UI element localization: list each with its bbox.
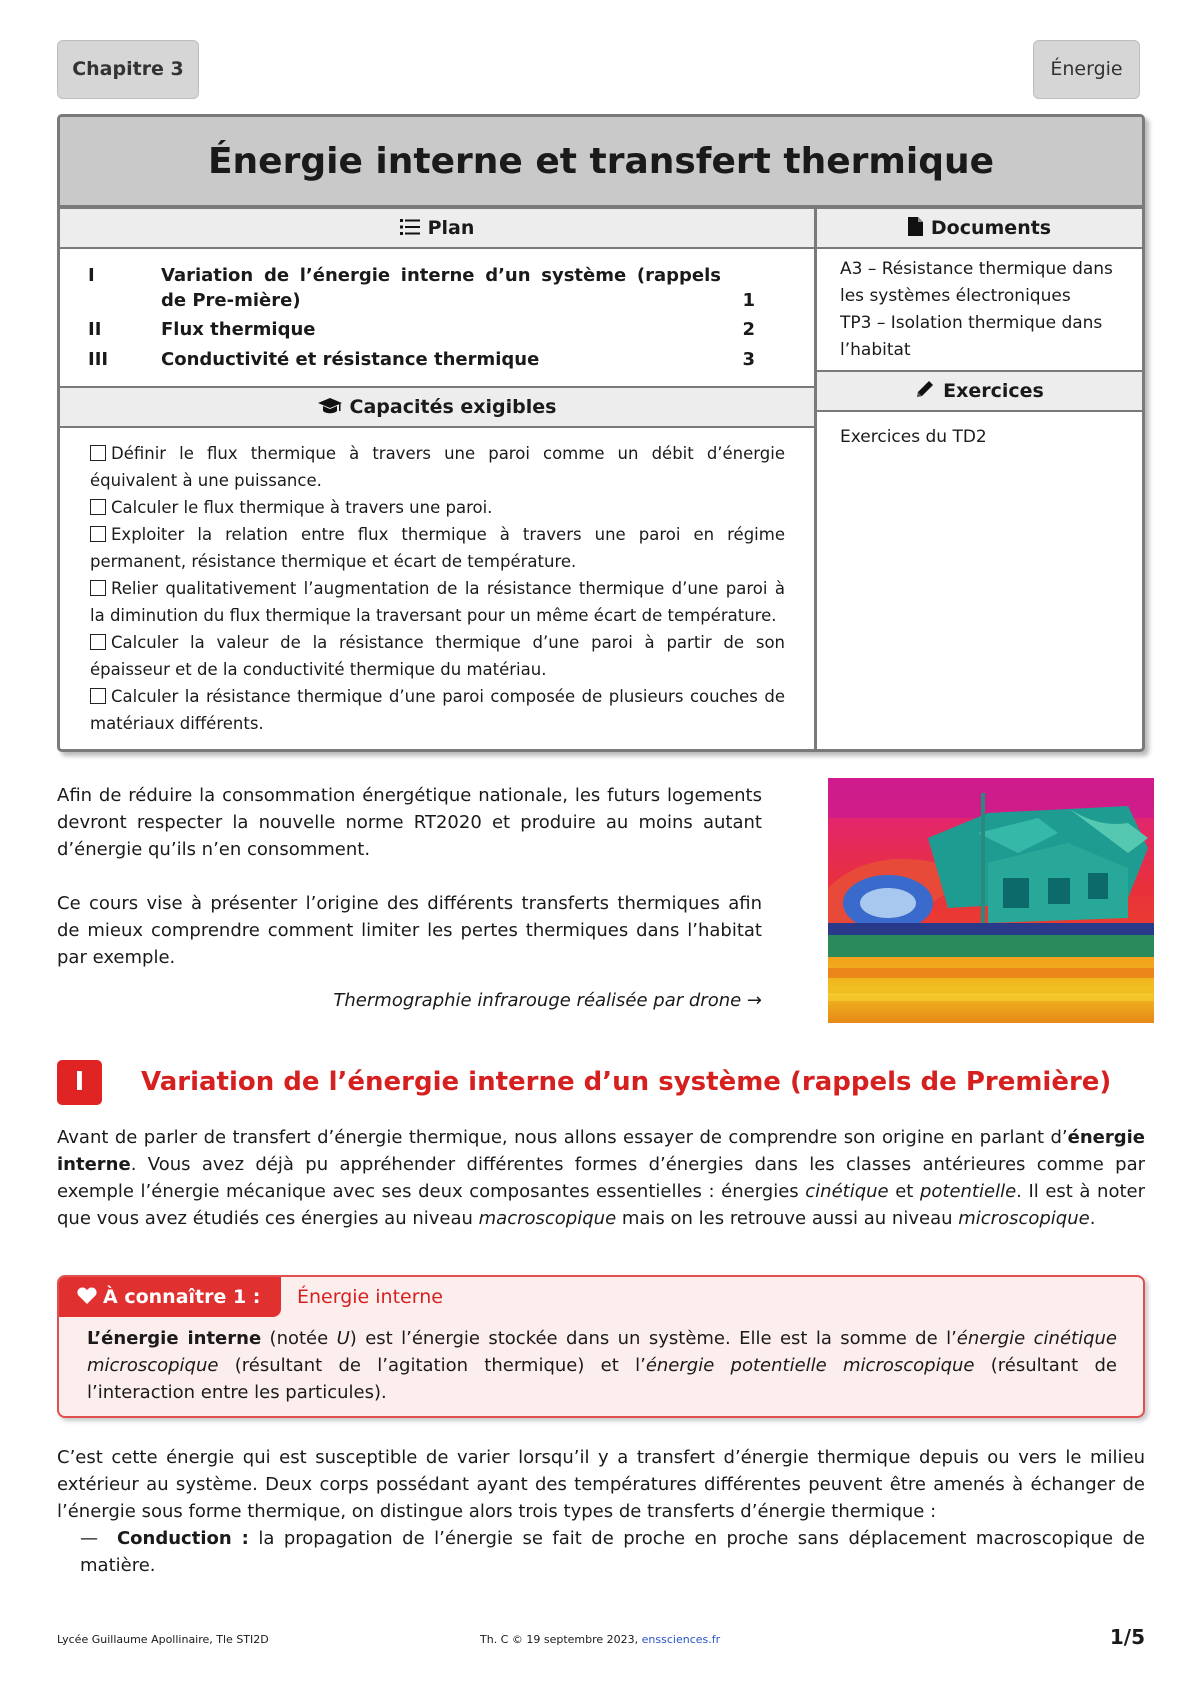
graduation-cap-icon <box>318 390 342 428</box>
subject-tag: Énergie <box>1033 40 1140 99</box>
plan-item-num: I <box>88 265 95 286</box>
checkbox-icon <box>90 445 106 461</box>
capacites-header <box>60 386 814 428</box>
checkbox-icon <box>90 688 106 704</box>
footer-credit: Th. C © 19 septembre 2023, enssciences.fr <box>480 1633 721 1646</box>
chapter-summary-box <box>57 114 1145 752</box>
plan-item-num: III <box>88 349 109 370</box>
definition-box-subtitle: Énergie interne <box>297 1286 443 1308</box>
plan-item-2 <box>60 317 814 344</box>
checkbox-icon <box>90 634 106 650</box>
transfer-paragraph: C’est cette énergie qui est susceptible de varier lorsqu’il y a transfert d’énergie thermique depuis ou vers le milieu extérieur au système. Deux corps possédant ayant des températures différentes peuvent être amenés à échanger de l’énergie sous forme thermique, on distingue alors trois types de transferts d’énergie thermique : <box>57 1447 1145 1522</box>
plan-label: Plan <box>427 217 475 239</box>
page-number: 1/5 <box>1109 1625 1145 1649</box>
file-icon <box>908 211 923 249</box>
document-item: A3 – Résistance thermique dans les systèmes électroniques <box>840 259 1113 306</box>
documents-list <box>840 256 1140 364</box>
bullet-conduction: — Conduction : la propagation de l’énergie se fait de proche en proche sans déplacement macroscopique de matière. <box>80 1528 1146 1576</box>
documents-header <box>817 207 1142 249</box>
capacite-item: Calculer la résistance thermique d’une paroi composée de plusieurs couches de matériaux différents. <box>90 687 785 733</box>
chapter-tag: Chapitre 3 <box>57 40 199 99</box>
checkbox-icon <box>90 580 106 596</box>
document-item: TP3 – Isolation thermique dans l’habitat <box>840 313 1103 360</box>
footer-link[interactable]: enssciences.fr <box>641 1633 721 1646</box>
image-caption: Thermographie infrarouge réalisée par drone → <box>333 990 762 1011</box>
section1-paragraph: Avant de parler de transfert d’énergie thermique, nous allons essayer de comprendre son origine en parlant d’énergie interne. Vous avez déjà pu appréhender différentes formes d’énergies dans les classes antérieures comme par exemple l’énergie mécanique avec ses deux composantes essentielles : énergies cinétique et potentielle. Il est à noter que vous avez étudiés ces énergies au niveau macroscopique mais on les retrouve aussi au niveau microscopique. <box>57 1127 1146 1229</box>
definition-text: L’énergie interne (notée U) est l’énergie stockée dans un système. Elle est la somme de l’énergie cinétique microscopique (résultant de l’agitation thermique) et l’énergie potentielle microscopique (résultant de l’interaction entre les particules). <box>87 1328 1118 1403</box>
intro-paragraph-1: Afin de réduire la consommation énergétique nationale, les futurs logements devront respecter la nouvelle norme RT2020 et produire au moins autant d’énergie qu’ils n’en consomment. <box>57 785 762 860</box>
definition-box-header: À connaître 1 : <box>59 1277 281 1317</box>
capacite-item: Relier qualitativement l’augmentation de la résistance thermique d’une paroi à la diminution du flux thermique la traversant pour un même écart de température. <box>90 579 785 625</box>
plan-item-page: 2 <box>742 319 755 340</box>
definition-box <box>57 1275 1145 1418</box>
plan-item-page: 3 <box>742 349 755 370</box>
capacites-list <box>90 440 785 737</box>
capacite-item: Définir le flux thermique à travers une paroi comme un débit d’énergie équivalent à une puissance. <box>90 444 785 490</box>
capacites-label: Capacités exigibles <box>349 396 557 418</box>
capacite-item: Exploiter la relation entre flux thermique à travers une paroi en régime permanent, résistance thermique et écart de température. <box>90 525 785 571</box>
plan-header <box>60 207 814 249</box>
footer-school: Lycée Guillaume Apollinaire, Tle STI2D <box>57 1633 269 1646</box>
heart-icon <box>77 1279 97 1319</box>
page-title: Énergie interne et transfert thermique <box>60 117 1142 207</box>
plan-item-page: 1 <box>742 290 755 311</box>
exercices-header <box>817 370 1142 412</box>
plan-item-text: Flux thermique <box>161 319 316 340</box>
plan-item-text: Conductivité et résistance thermique <box>161 349 540 370</box>
thermography-image <box>828 778 1154 1023</box>
capacite-item: Calculer le flux thermique à travers une paroi. <box>90 494 785 521</box>
plan-item-1 <box>60 263 814 315</box>
pencil-icon <box>915 374 935 412</box>
checkbox-icon <box>90 499 106 515</box>
section-number: I <box>57 1060 102 1105</box>
plan-item-num: II <box>88 319 102 340</box>
column-divider <box>814 207 817 752</box>
checkbox-icon <box>90 526 106 542</box>
documents-label: Documents <box>930 217 1052 239</box>
exercices-label: Exercices <box>943 380 1044 402</box>
list-icon <box>400 211 420 249</box>
plan-item-3 <box>60 347 814 374</box>
section-title: Variation de l’énergie interne d’un système (rappels de Première) <box>141 1067 1112 1097</box>
exercice-item: Exercices du TD2 <box>840 427 987 447</box>
exercices-list <box>840 424 1140 451</box>
intro-paragraph-2: Ce cours vise à présenter l’origine des différents transferts thermiques afin de mieux comprendre comment limiter les pertes thermiques dans l’habitat par exemple. <box>57 893 762 968</box>
capacite-item: Calculer la valeur de la résistance thermique d’une paroi à partir de son épaisseur et de la conductivité thermique du matériau. <box>90 633 785 679</box>
plan-item-text: Variation de l’énergie interne d’un système (rappels de Pre-mière) <box>161 265 721 311</box>
